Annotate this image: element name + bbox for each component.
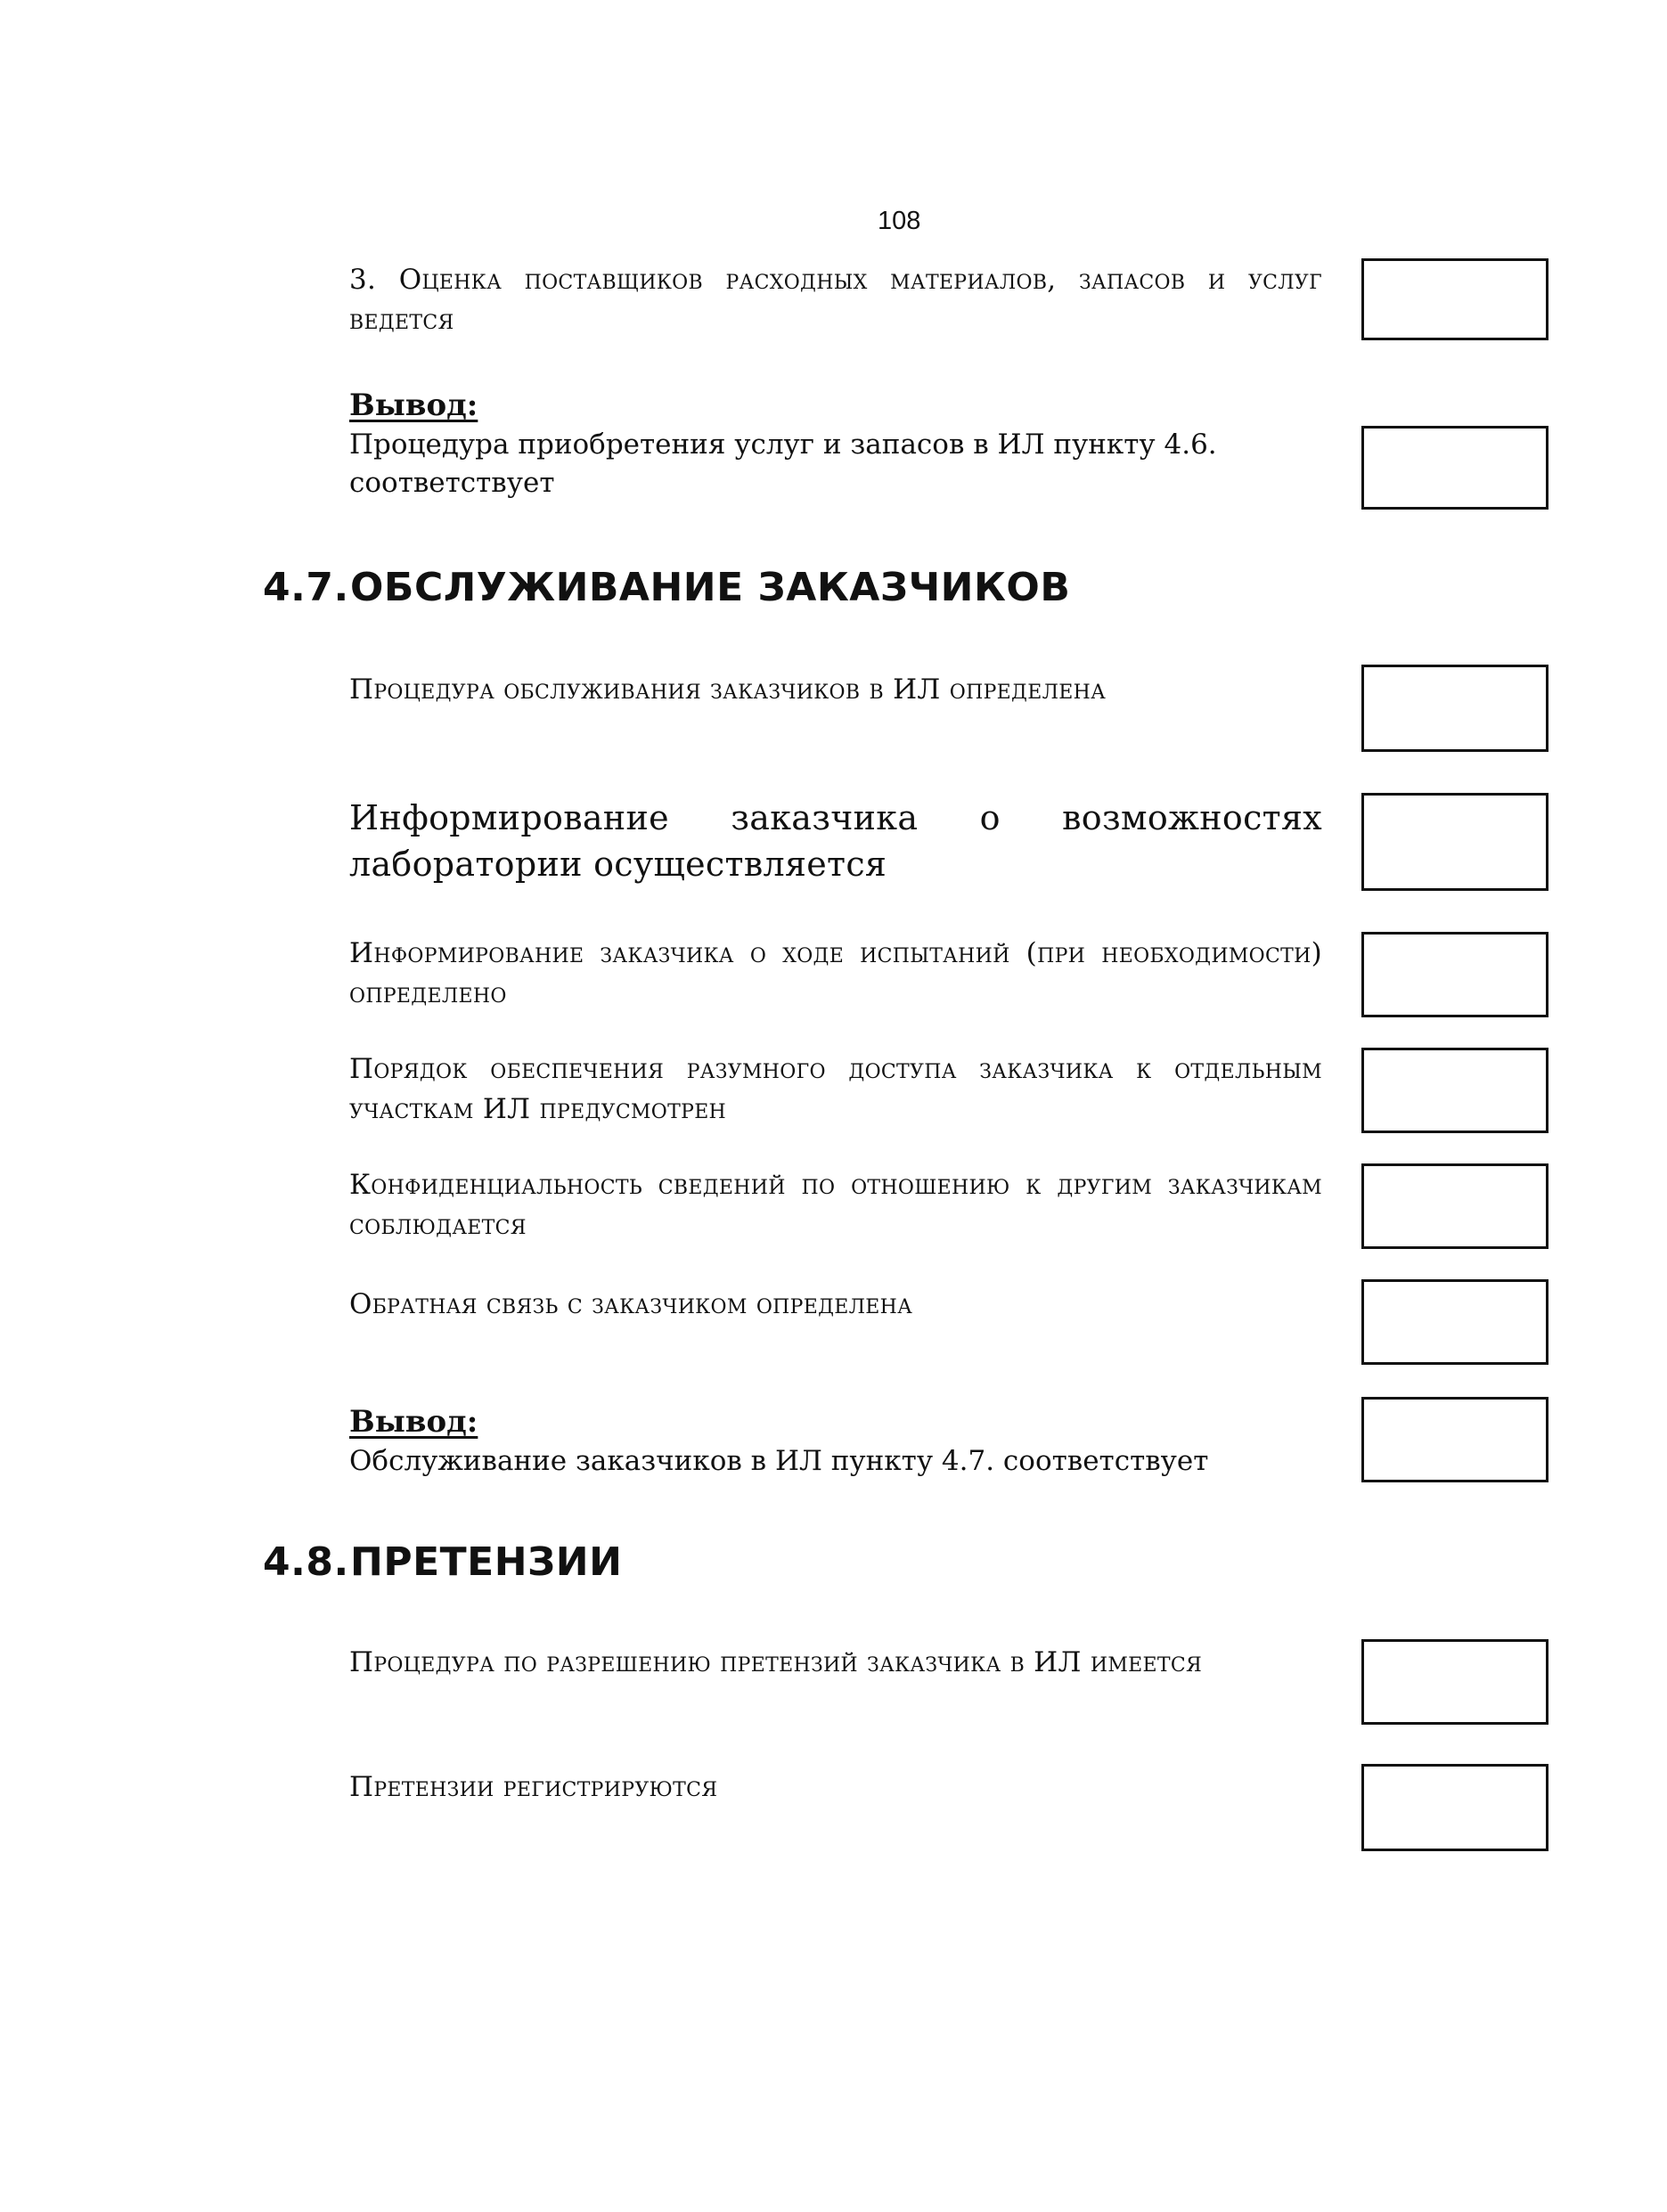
page-number: 108 — [878, 207, 921, 235]
checkbox-access-order[interactable] — [1361, 1048, 1549, 1133]
checklist-item-access-order: Порядок обеспечения разумного доступа заказчика к отдельным участкам ИЛ предусмотрен — [349, 1053, 1322, 1125]
checkbox-supplier-evaluation[interactable] — [1361, 258, 1549, 340]
checkbox-claims-procedure[interactable] — [1361, 1639, 1549, 1725]
checkbox-customer-informing[interactable] — [1361, 793, 1549, 891]
conclusion-title-4-6: Вывод: — [349, 388, 478, 423]
section-title-4-8: ПРЕТЕНЗИИ — [350, 1539, 623, 1585]
checkbox-procedure-defined[interactable] — [1361, 665, 1549, 752]
checkbox-confidentiality[interactable] — [1361, 1163, 1549, 1249]
checklist-item-procedure-defined: Процедура обслуживания заказчиков в ИЛ определена — [349, 673, 1107, 706]
conclusion-text-4-6: Процедура приобретения услуг и запасов в ИЛ пункту 4.6. соответствует — [349, 429, 1217, 499]
checkbox-claims-registered[interactable] — [1361, 1764, 1549, 1851]
section-heading-4-8 — [263, 1538, 622, 1588]
section-title-4-7: ОБСЛУЖИВАНИЕ ЗАКАЗЧИКОВ — [350, 565, 1071, 610]
checkbox-conclusion-4-6[interactable] — [1361, 426, 1549, 510]
checklist-item-supplier-evaluation: 3. Оценка поставщиков расходных материалов, запасов и услуг ведется — [349, 264, 1322, 336]
section-heading-4-7 — [263, 563, 1070, 613]
checkbox-conclusion-4-7[interactable] — [1361, 1397, 1549, 1482]
checklist-item-test-progress: Информирование заказчика о ходе испытаний (при необходимости) определено — [349, 937, 1322, 1009]
checklist-item-feedback: Обратная связь с заказчиком определена — [349, 1288, 913, 1320]
conclusion-text-4-7: Обслуживание заказчиков в ИЛ пункту 4.7. соответствует — [349, 1445, 1209, 1477]
section-number-4-8: 4.8. — [263, 1539, 349, 1585]
section-number-4-7: 4.7. — [263, 565, 349, 610]
checkbox-feedback[interactable] — [1361, 1279, 1549, 1365]
checklist-item-claims-registered: Претензии регистрируются — [349, 1771, 718, 1803]
conclusion-title-4-7: Вывод: — [349, 1404, 478, 1440]
checklist-item-customer-informing: Информирование заказчика о возможностях лаборатории осуществляется — [349, 798, 1322, 884]
checkbox-test-progress[interactable] — [1361, 932, 1549, 1017]
checklist-item-claims-procedure: Процедура по разрешению претензий заказчика в ИЛ имеется — [349, 1646, 1203, 1678]
checklist-item-confidentiality: Конфиденциальность сведений по отношению к другим заказчикам соблюдается — [349, 1169, 1322, 1241]
